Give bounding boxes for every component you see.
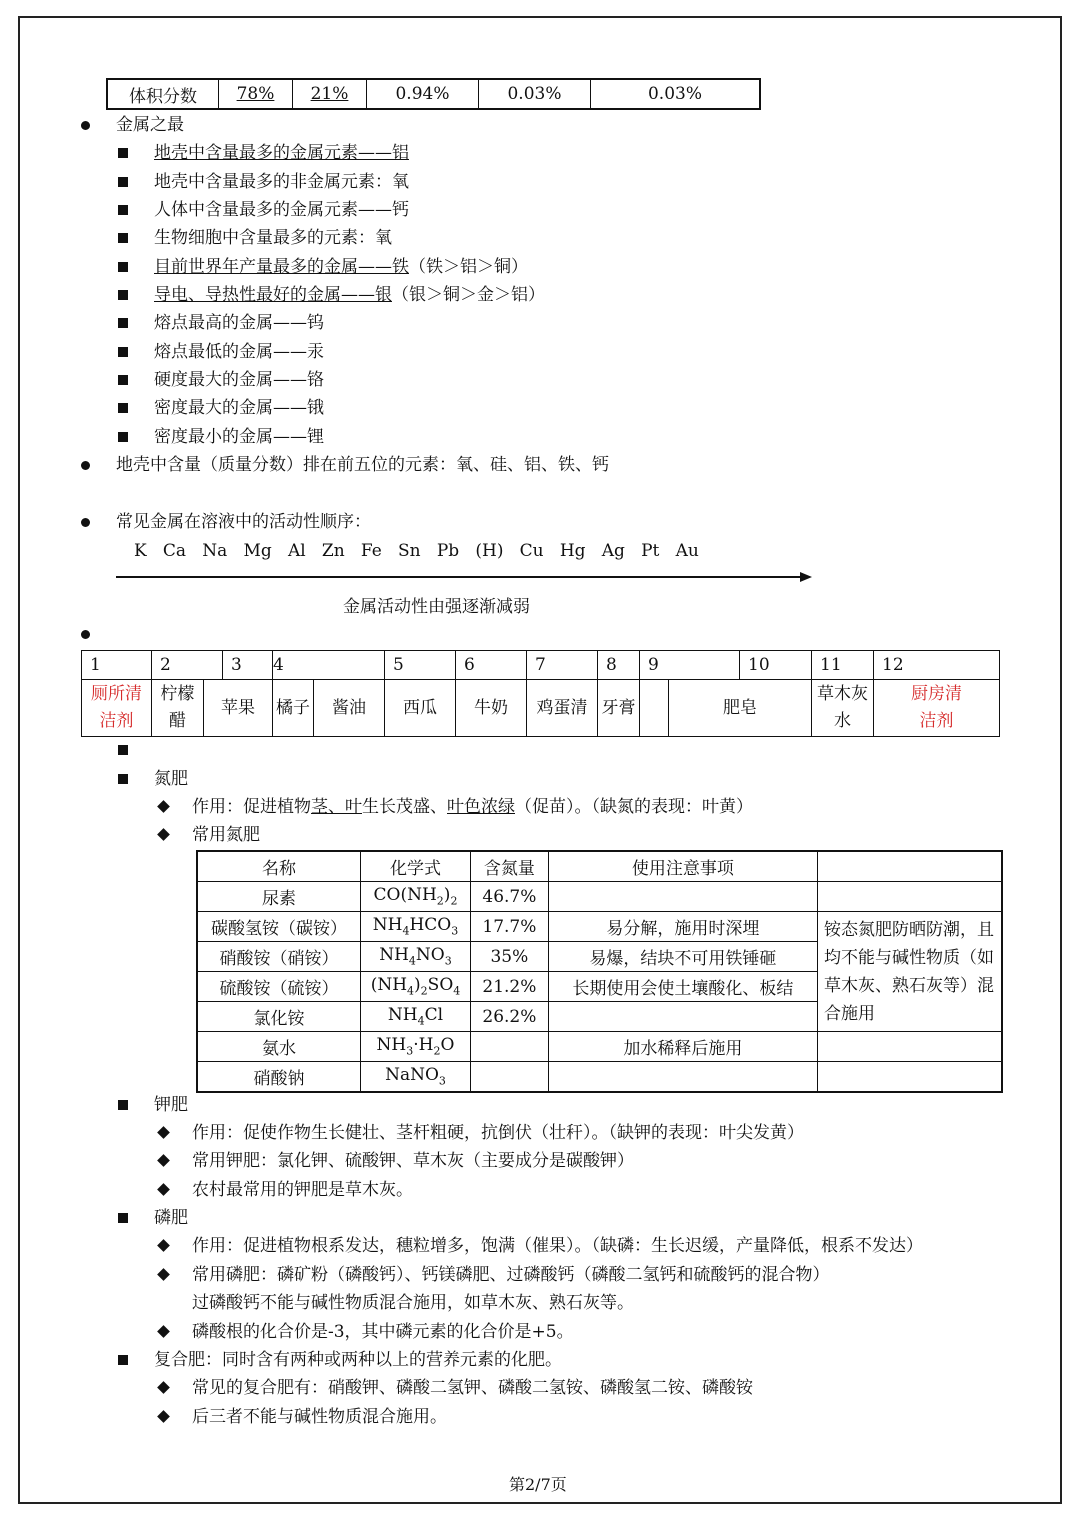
bullet-square <box>118 177 128 187</box>
bullet-square <box>118 1355 128 1365</box>
fertilizer-content: 21.2% <box>470 972 548 1002</box>
fertilizer-name: 硝酸铵（硝铵） <box>197 942 361 972</box>
ph-number: 4 <box>273 651 385 680</box>
fertilizer-name: 硫酸铵（硫铵） <box>197 972 361 1002</box>
nitrogen-header: 化学式 <box>361 851 471 882</box>
metal-item: 密度最大的金属——锇 <box>154 398 324 418</box>
bullet-square <box>118 403 128 413</box>
ph-number: 7 <box>527 651 598 680</box>
ammonium-side-note: 铵态氮肥防晒防潮，且均不能与碱性物质（如草木灰、熟石灰等）混合施用 <box>817 912 1002 1032</box>
nitrogen-table <box>196 850 1003 1093</box>
ph-label: 牛奶 <box>456 680 527 737</box>
nitrogen-header: 名称 <box>197 851 361 882</box>
compound-title: 复合肥：同时含有两种或两种以上的营养元素的化肥。 <box>154 1350 562 1370</box>
metal-item: 目前世界年产量最多的金属——铁（铁＞铝＞铜） <box>154 257 528 277</box>
ph-number: 11 <box>812 651 874 680</box>
fertilizer-formula: $NH_4Cl$ <box>361 1002 471 1032</box>
crust-elements: 地壳中含量（质量分数）排在前五位的元素：氧、硅、铝、铁、钙 <box>116 455 609 475</box>
activity-arrow <box>116 576 804 578</box>
arrow-head-icon <box>800 572 812 582</box>
ph-number: 8 <box>598 651 640 680</box>
nitrogen-effect: 作用：促进植物茎、叶生长茂盛、叶色浓绿（促苗）。（缺氮的表现：叶黄） <box>192 797 753 817</box>
bullet-square <box>118 290 128 300</box>
phosphorus-continuation: 过磷酸钙不能与碱性物质混合施用，如草木灰、熟石灰等。 <box>192 1293 634 1313</box>
ph-label: 厨房清 洁剂 <box>874 680 1000 737</box>
fertilizer-content: 17.7% <box>470 912 548 942</box>
fertilizer-note: 易爆，结块不可用铁锤砸 <box>548 942 817 972</box>
ph-label: 西瓜 <box>385 680 456 737</box>
bullet-dot <box>81 630 90 639</box>
bullet-square <box>118 745 128 755</box>
metal-item: 地壳中含量最多的金属元素——铝 <box>154 143 409 163</box>
bullet-square <box>118 1100 128 1110</box>
metal-item: 硬度最大的金属——铬 <box>154 370 324 390</box>
bullet-dot <box>81 518 90 527</box>
fertilizer-content: 26.2% <box>470 1002 548 1032</box>
fertilizer-name: 碳酸氢铵（碳铵） <box>197 912 361 942</box>
activity-series: K Ca Na Mg Al Zn Fe Sn Pb (H) Cu Hg Ag Pt Au <box>134 541 699 561</box>
metal-item: 人体中含量最多的金属元素——钙 <box>154 200 409 220</box>
fertilizer-name: 硝酸钠 <box>197 1062 361 1093</box>
potassium-item: 农村最常用的钾肥是草木灰。 <box>192 1180 413 1200</box>
air-label: 体积分数 <box>107 79 219 109</box>
ph-number: 3 <box>223 651 273 680</box>
fertilizer-content: 46.7% <box>470 882 548 912</box>
nitrogen-header <box>817 851 1002 882</box>
fertilizer-content: 35% <box>470 942 548 972</box>
air-value: 0.94% <box>367 79 479 109</box>
fertilizer-name: 尿素 <box>197 882 361 912</box>
phosphorus-item: 磷酸根的化合价是-3，其中磷元素的化合价是+5。 <box>192 1322 574 1342</box>
nitrogen-header: 使用注意事项 <box>548 851 817 882</box>
compound-item: 常见的复合肥有：硝酸钾、磷酸二氢钾、磷酸二氢铵、磷酸氢二铵、磷酸铵 <box>192 1378 753 1398</box>
fertilizer-name: 氯化铵 <box>197 1002 361 1032</box>
page-number: 第2/7页 <box>509 1475 567 1494</box>
ph-table <box>81 650 1000 737</box>
phosphorus-item: 常用磷肥：磷矿粉（磷酸钙）、钙镁磷肥、过磷酸钙（磷酸二氢钙和硫酸钙的混合物） <box>192 1265 830 1285</box>
metal-item: 密度最小的金属——锂 <box>154 427 324 447</box>
ph-label: 鸡蛋清 <box>527 680 598 737</box>
metal-item: 导电、导热性最好的金属——银（银＞铜＞金＞铝） <box>154 285 545 305</box>
air-value: 0.03% <box>479 79 591 109</box>
air-value: 78% <box>219 79 293 109</box>
bullet-square <box>118 774 128 784</box>
bullet-dot <box>81 121 90 130</box>
metal-item: 生物细胞中含量最多的元素：氧 <box>154 228 392 248</box>
air-value: 0.03% <box>591 79 761 109</box>
ph-label: 肥皂 <box>669 680 812 737</box>
ph-number: 9 <box>640 651 740 680</box>
fertilizer-note <box>548 882 817 912</box>
bullet-square <box>118 148 128 158</box>
metal-item: 熔点最高的金属——钨 <box>154 313 324 333</box>
fertilizer-formula: $NH_3\cdot H_2O$ <box>361 1032 471 1062</box>
bullet-square <box>118 1213 128 1223</box>
potassium-item: 常用钾肥：氯化钾、硫酸钾、草木灰（主要成分是碳酸钾） <box>192 1151 634 1171</box>
phosphorus-item: 作用：促进植物根系发达，穗粒增多，饱满（催果）。（缺磷：生长迟缓，产量降低，根系不发达） <box>192 1236 923 1256</box>
ph-number: 12 <box>874 651 1000 680</box>
fertilizer-note: 长期使用会使土壤酸化、板结 <box>548 972 817 1002</box>
fertilizer-note <box>548 1062 817 1093</box>
fertilizer-note <box>548 1002 817 1032</box>
potassium-title: 钾肥 <box>154 1095 188 1115</box>
phosphorus-title: 磷肥 <box>154 1208 188 1228</box>
fertilizer-content <box>470 1032 548 1062</box>
ph-number: 10 <box>740 651 812 680</box>
potassium-item: 作用：促使作物生长健壮、茎杆粗硬，抗倒伏（壮秆）。（缺钾的表现：叶尖发黄） <box>192 1123 804 1143</box>
activity-caption: 金属活动性由强逐渐减弱 <box>343 597 530 617</box>
bullet-square <box>118 205 128 215</box>
metal-item: 地壳中含量最多的非金属元素：氧 <box>154 172 409 192</box>
fertilizer-note: 易分解，施用时深埋 <box>548 912 817 942</box>
ph-label: 橘子 <box>273 680 314 737</box>
metals-most-title: 金属之最 <box>116 115 184 135</box>
ph-label: 苹果 <box>204 680 273 737</box>
activity-title: 常见金属在溶液中的活动性顺序： <box>116 512 371 532</box>
fertilizer-content <box>470 1062 548 1093</box>
fertilizer-name: 氨水 <box>197 1032 361 1062</box>
bullet-square <box>118 347 128 357</box>
ph-number: 6 <box>456 651 527 680</box>
air-value: 21% <box>293 79 367 109</box>
ph-label: 草木灰水 <box>812 680 874 737</box>
ph-label: 厕所清 洁剂 <box>82 680 152 737</box>
bullet-square <box>118 233 128 243</box>
nitrogen-common: 常用氮肥 <box>192 825 260 845</box>
fertilizer-formula: $NH_4NO_3$ <box>361 942 471 972</box>
bullet-square <box>118 262 128 272</box>
fertilizer-side <box>817 882 1002 912</box>
nitrogen-header: 含氮量 <box>470 851 548 882</box>
ph-label: 酱油 <box>314 680 385 737</box>
ph-label <box>640 680 669 737</box>
compound-item: 后三者不能与碱性物质混合施用。 <box>192 1407 447 1427</box>
bullet-square <box>118 375 128 385</box>
fertilizer-note: 加水稀释后施用 <box>548 1032 817 1062</box>
ph-number: 1 <box>82 651 152 680</box>
ph-number: 2 <box>152 651 223 680</box>
fertilizer-formula: $NH_4HCO_3$ <box>361 912 471 942</box>
bullet-dot <box>81 461 90 470</box>
ph-label: 牙膏 <box>598 680 640 737</box>
fertilizer-formula: $(NH_4)_2SO_4$ <box>361 972 471 1002</box>
fertilizer-side <box>817 1062 1002 1093</box>
bullet-square <box>118 318 128 328</box>
ph-label: 柠檬 醋 <box>152 680 204 737</box>
fertilizer-formula: NaNO$_3$ <box>361 1062 471 1093</box>
nitrogen-title: 氮肥 <box>154 769 188 789</box>
air-composition-row <box>106 78 761 110</box>
bullet-square <box>118 432 128 442</box>
fertilizer-side <box>817 1032 1002 1062</box>
fertilizer-formula: $CO(NH_2)_2$ <box>361 882 471 912</box>
metal-item: 熔点最低的金属——汞 <box>154 342 324 362</box>
ph-number: 5 <box>385 651 456 680</box>
